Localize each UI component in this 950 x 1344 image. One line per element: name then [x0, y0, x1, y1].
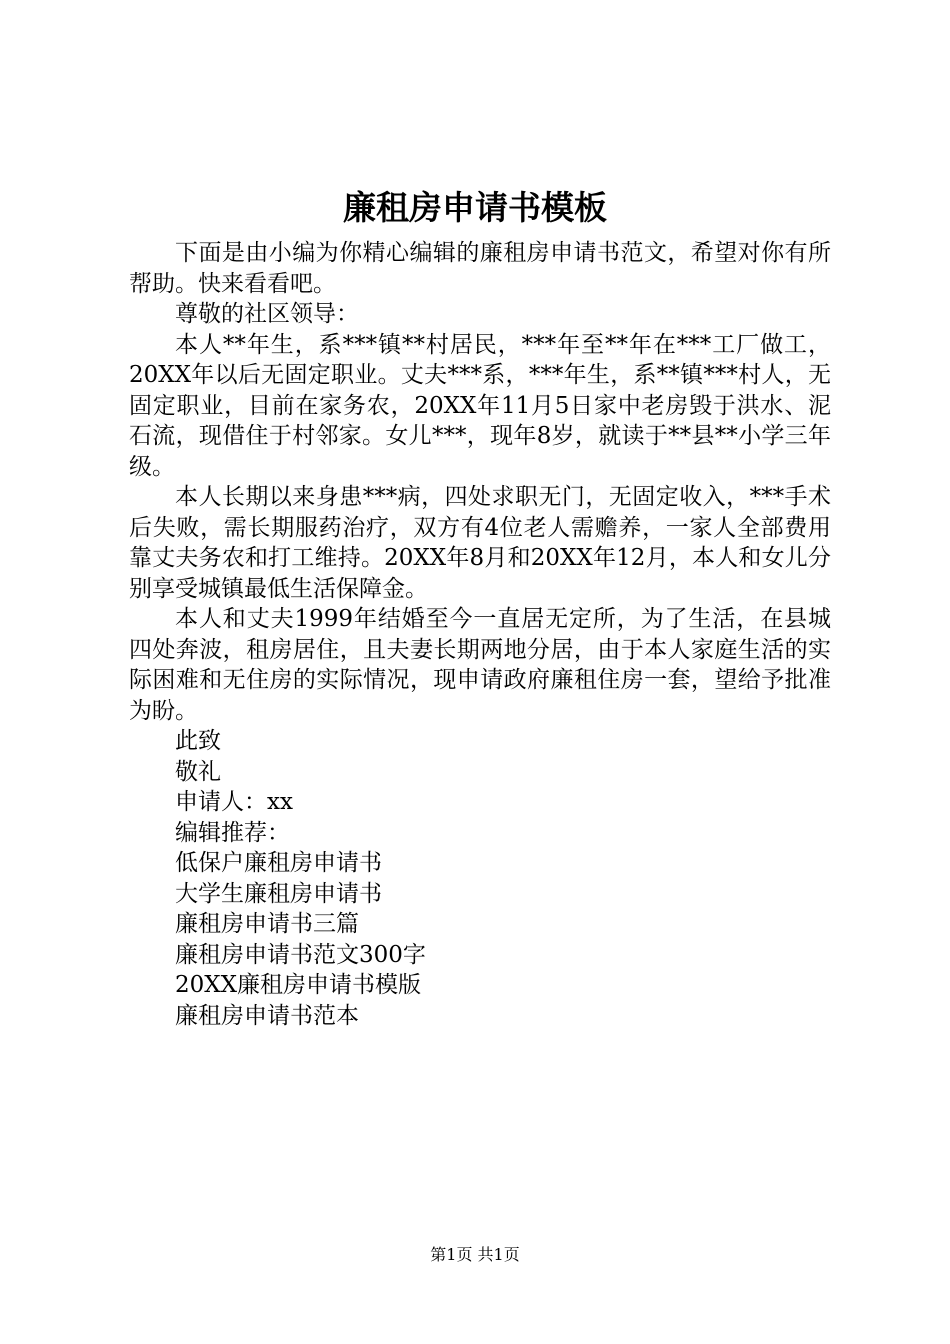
closing-line-2: 敬礼: [175, 758, 221, 785]
applicant-signature: 申请人：xx: [175, 789, 293, 815]
body-paragraph-2: 本人长期以来身患***病，四处求职无门，无固定收入，***手术后失败，需长期服药治疗，双方有4位老人需赡养，一家人全部费用靠丈夫务农和打工维持。20XX年8月和20XX年12月，本人和女儿分别享受城镇最低生活保障金。: [129, 484, 831, 602]
document-body: [129, 238, 831, 1031]
recommend-link[interactable]: 低保户廉租房申请书: [175, 850, 382, 876]
recommend-link[interactable]: 廉租房申请书范本: [175, 1002, 359, 1029]
recommend-heading: 编辑推荐：: [175, 819, 290, 846]
recommend-link[interactable]: 廉租房申请书范文300字: [175, 941, 426, 968]
recommend-link[interactable]: 大学生廉租房申请书: [175, 880, 382, 907]
body-paragraph-1: 本人**年生，系***镇**村居民，***年至**年在***工厂做工，20XX年以后无固定职业。丈夫***系，***年生，系**镇***村人，无固定职业，目前在家务农，20XX年11月5日家中老房毁于洪水、泥石流，现借住于村邻家。女儿***，现年8岁，就读于**县**小学三年级。: [129, 331, 831, 480]
page-number-footer: 第1页 共1页: [430, 1245, 520, 1264]
page-title: 廉租房申请书模板: [343, 188, 607, 227]
recommend-link[interactable]: 廉租房申请书三篇: [175, 911, 359, 937]
recommend-link[interactable]: 20XX廉租房申请书模版: [175, 972, 422, 998]
body-paragraph-3: 本人和丈夫1999年结婚至今一直居无定所，为了生活，在县城四处奔波，租房居住，且夫妻长期两地分居，由于本人家庭生活的实际困难和无住房的实际情况，现申请政府廉租住房一套，望给予批准为盼。: [129, 606, 831, 724]
salutation: 尊敬的社区领导：: [175, 301, 359, 327]
intro-paragraph: 下面是由小编为你精心编辑的廉租房申请书范文，希望对你有所帮助。快来看看吧。: [129, 240, 831, 297]
closing-line-1: 此致: [175, 728, 221, 754]
